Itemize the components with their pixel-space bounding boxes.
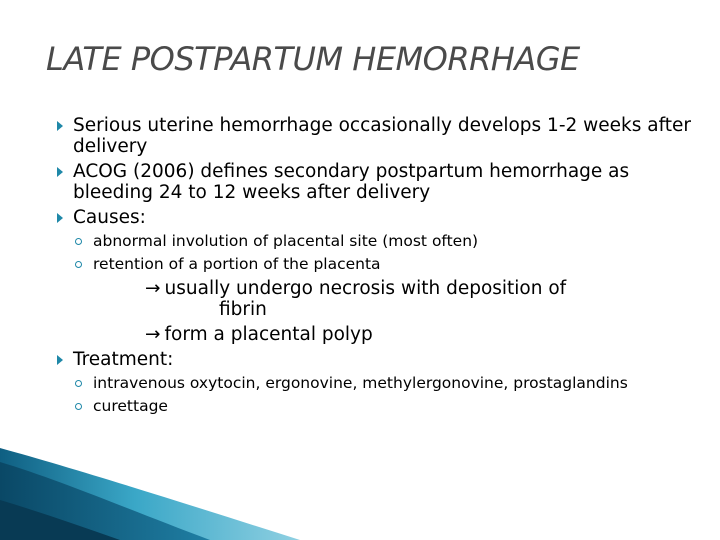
circle-bullet-icon — [75, 261, 82, 268]
slide-title: LATE POSTPARTUM HEMORRHAGE — [46, 40, 580, 78]
bullet-treatment — [55, 349, 695, 370]
bullet-text: retention of a portion of the placenta — [93, 255, 381, 273]
sub-bullet-involution — [55, 232, 695, 250]
bullet-late-hemorrhage — [55, 115, 695, 157]
arrow-line-polyp — [55, 324, 695, 345]
sub-bullet-drugs — [55, 374, 695, 392]
bullet-text: intravenous oxytocin, ergonovine, methylergonovine, prostaglandins — [93, 374, 628, 392]
bullet-text: Causes: — [73, 207, 146, 228]
right-arrow-icon: → — [145, 324, 161, 345]
right-arrow-icon: → — [145, 278, 161, 299]
sub-bullet-curettage — [55, 397, 695, 415]
bullet-text-continuation: fibrin — [219, 299, 267, 320]
circle-bullet-icon — [75, 238, 82, 245]
circle-bullet-icon — [75, 380, 82, 387]
bullet-text: Treatment: — [73, 349, 174, 370]
circle-bullet-icon — [75, 403, 82, 410]
arrow-bullet-icon — [57, 167, 63, 177]
arrow-bullet-icon — [57, 121, 63, 131]
bullet-text: ACOG (2006) defines secondary postpartum hemorrhage as bleeding 24 to 12 weeks after delivery — [73, 161, 630, 203]
bullet-text: abnormal involution of placental site (most often) — [93, 232, 479, 250]
arrow-line-necrosis — [55, 278, 695, 320]
bullet-text: form a placental polyp — [164, 324, 373, 345]
bullet-text: usually undergo necrosis with deposition of — [164, 278, 567, 299]
bullet-causes — [55, 207, 695, 228]
sub-bullet-retention — [55, 255, 695, 273]
arrow-bullet-icon — [57, 355, 63, 365]
bullet-text: Serious uterine hemorrhage occasionally develops 1-2 weeks after delivery — [73, 115, 692, 157]
bullet-acog-definition — [55, 161, 695, 203]
arrow-bullet-icon — [57, 213, 63, 223]
bullet-text: curettage — [93, 397, 168, 415]
slide-body — [55, 115, 695, 420]
